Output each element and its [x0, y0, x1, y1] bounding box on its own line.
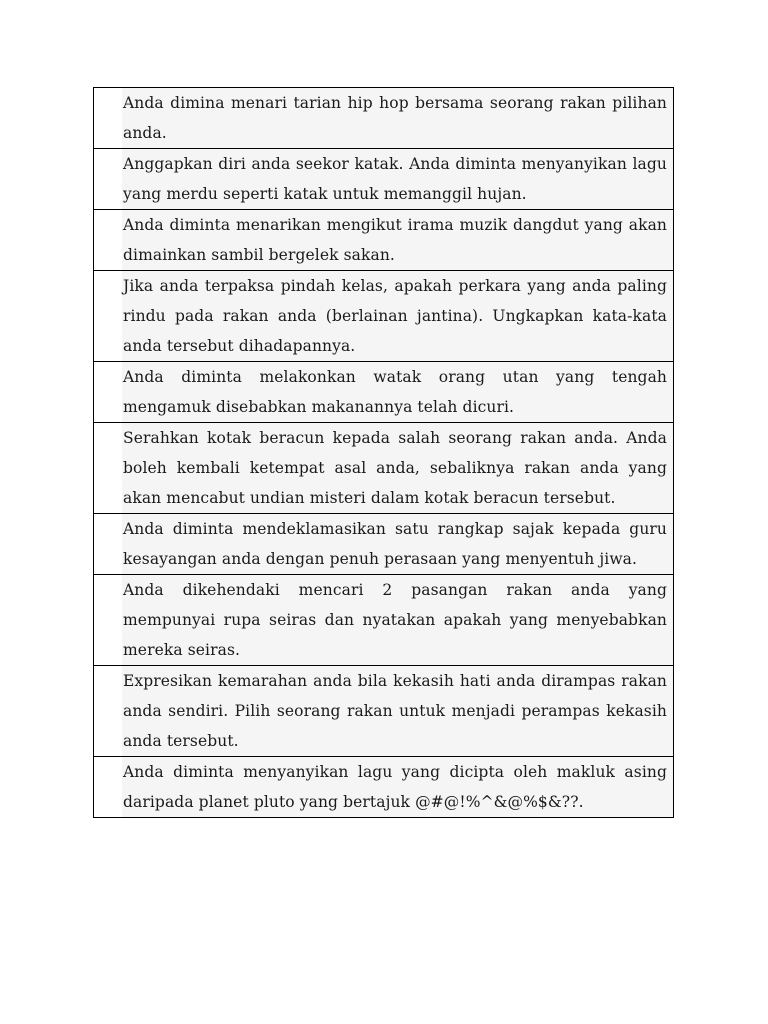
row-text: Anda dimina menari tarian hip hop bersama seorang rakan pilihan anda.	[123, 94, 667, 142]
row-text: Anda diminta mendeklamasikan satu rangkap sajak kepada guru kesayangan anda dengan penuh perasaan yang menyentuh jiwa.	[123, 520, 667, 568]
row-text: Anda dikehendaki mencari 2 pasangan rakan anda yang mempunyai rupa seiras dan nyatakan apakah yang menyebabkan mereka seiras.	[123, 581, 667, 659]
row-text: Anda diminta menarikan mengikut irama muzik dangdut yang akan dimainkan sambil bergelek sakan.	[123, 216, 667, 264]
table-row	[94, 665, 673, 756]
table-row	[94, 209, 673, 270]
dare-table	[93, 87, 674, 818]
table-row	[94, 513, 673, 574]
table-row	[94, 88, 673, 148]
table-row	[94, 361, 673, 422]
row-text: Serahkan kotak beracun kepada salah seorang rakan anda. Anda boleh kembali ketempat asal anda, sebaliknya rakan anda yang akan mencabut undian misteri dalam kotak beracun tersebut.	[123, 429, 667, 507]
table-row	[94, 756, 673, 817]
row-text: Anggapkan diri anda seekor katak. Anda diminta menyanyikan lagu yang merdu seperti katak untuk memanggil hujan.	[123, 155, 667, 203]
table-row	[94, 574, 673, 665]
row-text: Expresikan kemarahan anda bila kekasih hati anda dirampas rakan anda sendiri. Pilih seorang rakan untuk menjadi perampas kekasih anda tersebut.	[123, 672, 667, 750]
row-text: Jika anda terpaksa pindah kelas, apakah perkara yang anda paling rindu pada rakan anda (berlainan jantina). Ungkapkan kata-kata anda tersebut dihadapannya.	[123, 277, 667, 355]
row-text: Anda diminta menyanyikan lagu yang dicipta oleh makluk asing daripada planet pluto yang bertajuk @#@!%^&@%$&??.	[123, 763, 667, 811]
table-row	[94, 270, 673, 361]
row-text: Anda diminta melakonkan watak orang utan yang tengah mengamuk disebabkan makanannya telah dicuri.	[123, 368, 667, 416]
table-row	[94, 422, 673, 513]
table-row	[94, 148, 673, 209]
